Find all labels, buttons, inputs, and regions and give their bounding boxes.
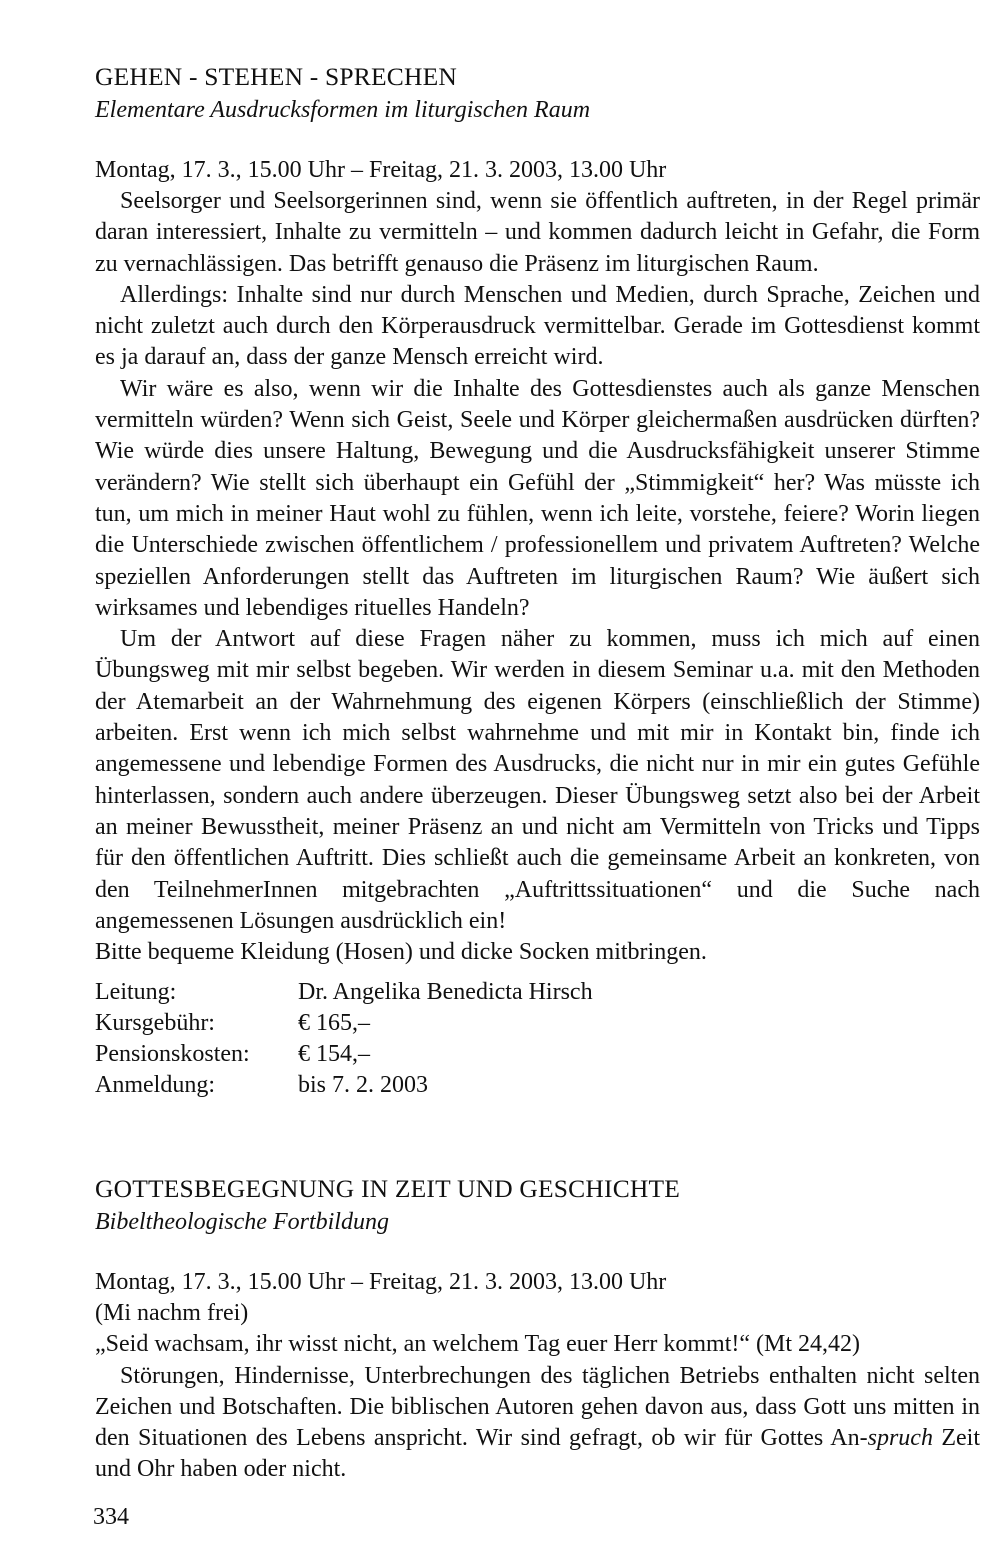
info-label: Anmeldung: [95,1072,215,1099]
course-paragraph-1 [95,1361,980,1486]
info-row-pensionskosten [95,1039,980,1070]
page-number: 334 [93,1504,129,1530]
info-label: Pensionskosten: [95,1041,250,1068]
course-section-gottesbegegnung [95,1172,980,1486]
info-value: Dr. Angelika Benedicta Hirsch [298,979,593,1006]
course-quote: „Seid wachsam, ihr wisst nicht, an welchem Tag euer Herr kommt!“ (Mt 24,42) [95,1331,860,1358]
info-label: Kursgebühr: [95,1010,215,1037]
info-row-leitung [95,977,980,1008]
info-row-kursgebuehr [95,1008,980,1039]
course-subtitle: Bibeltheologische Fortbildung [95,1209,389,1235]
course-info-table [95,977,980,1101]
info-row-anmeldung [95,1070,980,1101]
paragraph-text: Störungen, Hindernisse, Unterbrechungen des täglichen Betriebs enthalten nicht selten Zeichen und Botschaften. Die biblischen Autoren gehen davon aus, dass Gott uns mitten in den Situationen des Lebens anspricht. Wir sind gefragt, ob wir für Gottes An- [95,1362,980,1452]
course-paragraph-2: Allerdings: Inhalte sind nur durch Menschen und Medien, durch Sprache, Zeichen und nicht zuletzt auch durch den Körperausdruck vermittelbar. Gerade im Gottesdienst kommt es ja darauf an, dass der ganze Mensch erreicht wird. [95,281,980,371]
course-section-gehen-stehen-sprechen [95,60,980,1101]
course-subtitle: Elementare Ausdrucksformen im liturgischen Raum [95,97,591,123]
course-paragraph-3: Wir wäre es also, wenn wir die Inhalte des Gottesdienstes auch als ganze Menschen vermitteln würden? Wenn sich Geist, Seele und Körper gleichermaßen ausdrücken dürften? Wie würde dies unsere Haltung, Bewegung und die Ausdrucksfähigkeit unserer Stimme verändern? Wie stellt sich überhaupt ein Gefühl der „Stimmigkeit“ her? Was müsste ich tun, um mich in meiner Haut wohl zu fühlen, wenn ich leite, vorstehe, feiere? Worin liegen die Unterschiede zwischen öffentlichem / professionellem und privatem Auftreten? Welche speziellen Anforderungen stellt das Auftreten im liturgischen Raum? Wie äußert sich wirksames und lebendiges rituelles Handeln? [95,375,980,621]
course-date: Montag, 17. 3., 15.00 Uhr – Freitag, 21. 3. 2003, 13.00 Uhr [95,157,667,183]
info-label: Leitung: [95,979,177,1006]
course-title: GEHEN - STEHEN - SPRECHEN [95,62,457,91]
course-note: Bitte bequeme Kleidung (Hosen) und dicke Socken mitbringen. [95,939,707,966]
info-value: € 154,– [298,1041,370,1068]
course-title: GOTTESBEGEGNUNG IN ZEIT UND GESCHICHTE [95,1174,681,1203]
info-value: € 165,– [298,1010,370,1037]
info-value: bis 7. 2. 2003 [298,1072,429,1099]
paragraph-text: Zeit und Ohr haben oder nicht. [95,1425,981,1483]
course-date: Montag, 17. 3., 15.00 Uhr – Freitag, 21. 3. 2003, 13.00 Uhr [95,1269,667,1295]
emphasized-word: spruch [867,1425,933,1452]
course-date-note: (Mi nachm frei) [95,1300,249,1326]
course-paragraph-4: Um der Antwort auf diese Fragen näher zu kommen, muss ich mich auf einen Übungsweg mit mir selbst begeben. Wir werden in diesem Seminar u.a. mit den Methoden der Atemarbeit an der Wahrnehmung des eigenen Körpers (einschließlich der Stimme) arbeiten. Erst wenn ich mich selbst wahrnehme und mit mir in Kontakt bin, finde ich angemessene und lebendige Formen des Ausdrucks, die nicht nur in mir ein gutes Gefühle hinterlassen, sondern auch andere überzeugen. Dieser Übungsweg setzt also bei der Arbeit an meiner Bewusstheit, meiner Präsenz an und nicht am Vermitteln von Tricks und Tipps für den öffentlichen Auftritt. Dies schließt auch die gemeinsame Arbeit an konkreten, von den TeilnehmerInnen mitgebrachten „Auftrittssituationen“ und die Suche nach angemessenen Lösungen ausdrücklich ein! [95,626,980,934]
course-paragraph-1: Seelsorger und Seelsorgerinnen sind, wenn sie öffentlich auftreten, in der Regel primär daran interessiert, Inhalte zu vermitteln – und kommen dadurch leicht in Gefahr, die Form zu vernachlässigen. Das betrifft genauso die Präsenz im liturgischen Raum. [95,188,980,277]
